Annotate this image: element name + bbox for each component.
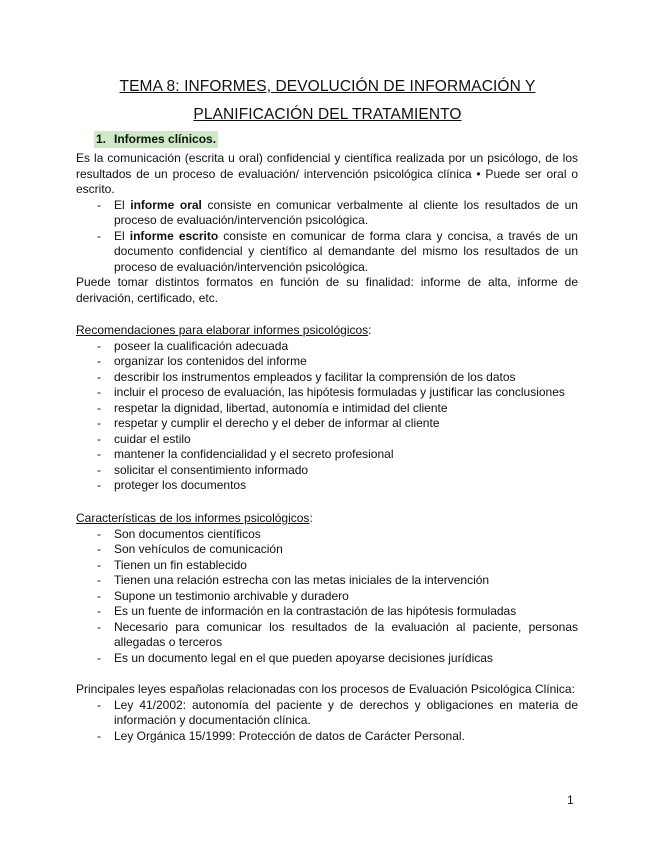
list-item: - Tienen una relación estrecha con las metas iniciales de la intervención (76, 573, 578, 589)
list-item: - Supone un testimonio archivable y duradero (76, 589, 578, 605)
recommendations-heading-text: Recomendaciones para elaborar informes psicológicos (76, 323, 369, 337)
list-item: - cuidar el estilo (76, 432, 578, 448)
list-item: - Ley 41/2002: autonomía del paciente y de derechos y obligaciones en materia de información y documentación clínica. (76, 698, 578, 729)
list-item: - solicitar el consentimiento informado (76, 463, 578, 479)
list-item: - Tienen un fin establecido (76, 558, 578, 574)
written-desc: consiste en comunicar de forma clara y concisa, a través de un documento confidencial y científico al demandante del mismo los resultados de un proceso de evaluación/intervención psicológica. (114, 228, 578, 274)
list-item: - incluir el proceso de evaluación, las hipótesis formuladas y justificar las conclusiones (76, 385, 578, 401)
oral-desc: consiste en comunicar verbalmente al cliente los resultados de un proceso de evaluación/intervención psicológica. (114, 197, 578, 227)
list-item: - Necesario para comunicar los resultados de la evaluación al paciente, personas allegadas o terceros (76, 620, 578, 651)
oral-term: informe oral (130, 197, 202, 212)
list-item: - describir los instrumentos empleados y facilitar la comprensión de los datos (76, 370, 578, 386)
laws-block (76, 682, 578, 744)
section-heading-informes-clinicos (94, 131, 218, 148)
section1-body (76, 151, 578, 306)
characteristics-list (76, 527, 578, 667)
recommendations-heading (76, 323, 578, 339)
written-term: informe escrito (129, 228, 219, 243)
list-item: - Ley Orgánica 15/1999: Protección de datos de Carácter Personal. (76, 729, 578, 745)
characteristics-heading-text: Características de los informes psicológicos (76, 511, 310, 525)
recommendations-heading-colon: : (368, 323, 372, 337)
list-item: - Son vehículos de comunicación (76, 542, 578, 558)
recommendations-list (76, 339, 578, 494)
list-item: - organizar los contenidos del informe (76, 354, 578, 370)
characteristics-block (76, 511, 578, 666)
list-item-oral-report (76, 198, 578, 229)
laws-heading: Principales leyes españolas relacionadas con los procesos de Evaluación Psicológica Clínica: (76, 682, 575, 696)
section-label: Informes clínicos. (114, 132, 217, 146)
page-title-line2: PLANIFICACIÓN DEL TRATAMIENTO (193, 106, 462, 123)
list-item: - proteger los documentos (76, 478, 578, 494)
recommendations-block (76, 323, 578, 494)
list-item: - respetar y cumplir el derecho y el deber de informar al cliente (76, 416, 578, 432)
written-pre: El (114, 228, 130, 243)
list-item: - respetar la dignidad, libertad, autonomía e intimidad del cliente (76, 401, 578, 417)
page-title-line1: TEMA 8: INFORMES, DEVOLUCIÓN DE INFORMACIÓN Y (119, 78, 536, 95)
list-item-written-report (76, 229, 578, 276)
section-number: 1. (96, 132, 107, 146)
characteristics-heading (76, 511, 578, 527)
list-item: - Son documentos científicos (76, 527, 578, 543)
list-item: - poseer la cualificación adecuada (76, 339, 578, 355)
characteristics-heading-colon: : (309, 511, 313, 525)
report-types-list (76, 198, 578, 276)
list-item: - Es un documento legal en el que pueden apoyarse decisiones jurídicas (76, 651, 578, 667)
formats-paragraph: Puede tomar distintos formatos en función de su finalidad: informe de alta, informe de derivación, certificado, etc. (76, 275, 578, 305)
intro-paragraph: Es la comunicación (escrita u oral) confidencial y científica realizada por un psicólogo, de los resultados de un proceso de evaluación/ intervención psicológica clínica • Puede ser oral o escrito. (76, 151, 578, 196)
list-item: - Es un fuente de información en la contrastación de las hipótesis formuladas (76, 604, 578, 620)
page-number: 1 (567, 793, 574, 807)
laws-list (76, 698, 578, 745)
list-item: - mantener la confidencialidad y el secreto profesional (76, 447, 578, 463)
oral-pre: El (114, 197, 131, 212)
